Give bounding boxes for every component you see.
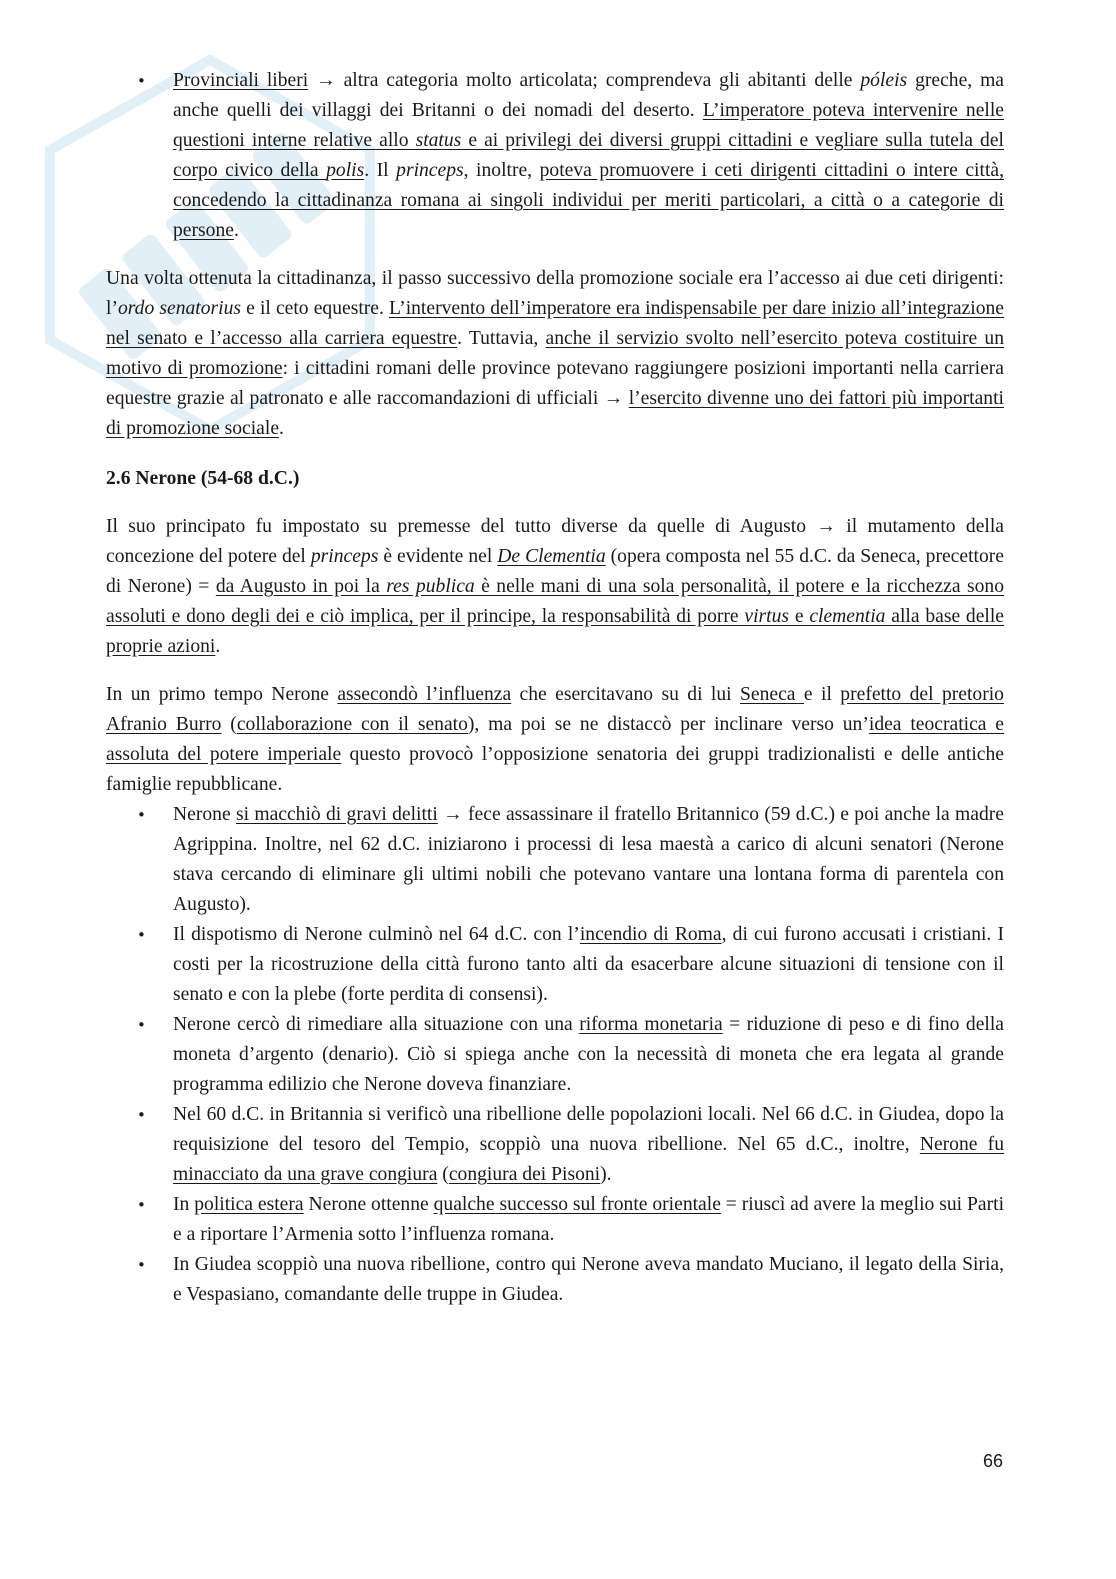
page-number: 66 — [982, 1451, 1003, 1471]
underlined-passage: riforma monetaria — [579, 1014, 723, 1035]
text-span: ( — [221, 714, 237, 735]
underlined-title — [497, 546, 605, 567]
text-span: e — [789, 606, 810, 627]
text-span: , inoltre, — [463, 160, 540, 181]
underlined-passage — [106, 576, 1004, 657]
text-span: . Il — [364, 160, 397, 181]
italic-term: princeps — [310, 546, 379, 567]
text-span: → fece assassinare il fratello Britannico (59 d.C.) e poi anche la madre Agrippina. Inoltre, nel 62 d.C. iniziarono i processi di lesa maestà a carico di alcuni senatori (Nerone stava cercando di eliminare gli ultimi nobili che potevano vantare una lontana forma di parentela con Augusto). — [173, 804, 1004, 915]
underlined-passage: L’intervento dell’imperatore era indispensabile per dare inizio all’integrazione nel senato e l’accesso alla carriera equestre — [106, 298, 1005, 349]
provinciali-list — [106, 66, 1004, 246]
list-item — [106, 1250, 1004, 1310]
text-span: ( — [437, 1164, 449, 1185]
text-span: è nelle mani di una sola personalità, il potere e la ricchezza sono assoluti e dono degli dei e ciò implica, per il principe, la responsabilità di porre — [106, 576, 1004, 627]
text-span: , di cui furono accusati i cristiani. I costi per la ricostruzione della città furono tanto alti da esacerbare alcune situazioni di tensione con il senato e con la plebe (forte perdita di consensi). — [173, 924, 1005, 1005]
list-item — [106, 1190, 1004, 1250]
list-item — [106, 800, 1004, 920]
italic-term: póleis — [860, 70, 908, 91]
paragraph-principato — [106, 512, 1004, 662]
text-span: ). — [600, 1164, 612, 1185]
text-span: In Giudea scoppiò una nuova ribellione, contro qui Nerone aveva mandato Muciano, il legato della Siria, e Vespasiano, comandante delle truppe in Giudea. — [173, 1254, 1004, 1305]
text-span: → altra categoria molto articolata; comprendeva gli abitanti delle — [308, 70, 861, 91]
text-span: e il — [803, 684, 841, 705]
text-span: questo provocò l’opposizione senatoria dei gruppi tradizionalisti e delle antiche famiglie repubblicane. — [106, 744, 1004, 795]
italic-term: princeps — [396, 160, 464, 181]
text-span: alla base delle proprie azioni — [106, 606, 1004, 657]
underlined-passage: politica estera — [194, 1194, 304, 1215]
text-span: Il suo principato fu impostato su premesse del tutto diverse da quelle di Augusto → il mutamento della concezione del potere del — [106, 516, 1004, 567]
underlined-term: Provinciali liberi — [173, 70, 309, 91]
text-span: greche, ma anche quelli dei villaggi dei Britanni o dei nomadi del deserto. — [173, 70, 1004, 121]
underlined-passage: prefetto del pretorio Afranio Burro — [106, 684, 1004, 735]
italic-term: status — [415, 130, 462, 151]
text-span: . Tuttavia, — [457, 328, 546, 349]
text-span: : i cittadini romani delle province potevano raggiungere posizioni importanti nella carriera equestre grazie al patronato e alle raccomandazioni di ufficiali → — [106, 358, 1004, 409]
paragraph-cittadinanza — [106, 264, 1004, 444]
text-span: Nerone ottenne — [303, 1194, 434, 1215]
text-span: Una volta ottenuta la cittadinanza, il passo successivo della promozione sociale era l’accesso ai due ceti dirigenti: l’ — [106, 268, 1004, 319]
section-heading: 2.6 Nerone (54-68 d.C.) — [106, 468, 300, 489]
underlined-passage: l’esercito divenne uno dei fattori più importanti di promozione sociale — [106, 388, 1004, 439]
underlined-passage: anche il servizio svolto nell’esercito poteva costituire un motivo di promozione — [106, 328, 1005, 379]
text-span: da Augusto in poi la — [215, 576, 387, 597]
underlined-passage: congiura dei Pisoni — [448, 1164, 601, 1185]
text-span: . — [215, 636, 221, 657]
list-item — [106, 1100, 1004, 1190]
nerone-events-list — [106, 800, 1004, 1310]
text-span: = riduzione di peso e di fino della moneta d’argento (denario). Ciò si spiega anche con la necessità di moneta che era legata al grande programma edilizio che Nerone doveva finanziare. — [173, 1014, 1004, 1095]
list-item — [106, 66, 1004, 246]
text-span: Nerone cercò di rimediare alla situazione con una — [173, 1014, 580, 1035]
paragraph-primo-tempo — [106, 680, 1004, 800]
italic-term: polis — [326, 160, 365, 181]
text-span: (opera composta nel 55 d.C. da Seneca, precettore di Nerone) = — [106, 546, 1004, 597]
underlined-passage: si macchiò di gravi delitti — [235, 804, 438, 825]
italic-term: res publica — [386, 576, 475, 597]
underlined-passage: collaborazione con il senato — [236, 714, 468, 735]
underlined-passage: qualche successo sul fronte orientale — [433, 1194, 721, 1215]
underlined-passage: assecondò l’influenza — [337, 684, 512, 705]
document-page — [106, 66, 1004, 1310]
italic-term: De Clementia — [497, 546, 606, 567]
text-span: In — [173, 1194, 195, 1215]
italic-term: clementia — [809, 606, 886, 627]
italic-term: ordo senatorius — [117, 298, 242, 319]
text-span: è evidente nel — [378, 546, 498, 567]
text-span: L’imperatore poteva intervenire nelle questioni interne relative allo — [173, 100, 1004, 151]
underlined-passage: idea teocratica e assoluta del potere imperiale — [106, 714, 1004, 765]
list-item — [106, 1010, 1004, 1100]
text-span: e il ceto equestre. — [241, 298, 389, 319]
underlined-passage: Nerone fu minacciato da una grave congiura — [173, 1134, 1004, 1185]
text-span: . — [279, 418, 284, 439]
underlined-passage: poteva promuovere i ceti dirigenti cittadini o intere città, concedendo la cittadinanza romana ai singoli individui per meriti particolari, a città o a categorie di persone — [173, 160, 1004, 241]
text-span: ), ma poi se ne distaccò per inclinare verso un’ — [467, 714, 869, 735]
italic-term: virtus — [744, 606, 790, 627]
text-span: . — [233, 220, 239, 241]
text-span: In un primo tempo Nerone — [106, 684, 338, 705]
text-span: Il dispotismo di Nerone culminò nel 64 d.C. con l’ — [173, 924, 580, 945]
text-span: e ai privilegi dei diversi gruppi cittadini e vegliare sulla tutela del corpo civico della — [173, 130, 1004, 181]
text-span: Nel 60 d.C. in Britannia si verificò una ribellione delle popolazioni locali. Nel 66 d.C. in Giudea, dopo la requisizione del tesoro del Tempio, scoppiò una nuova ribellione. Nel 65 d.C., inoltre, — [173, 1104, 1004, 1155]
underlined-passage: incendio di Roma — [579, 924, 722, 945]
underlined-passage: Seneca — [740, 684, 804, 705]
list-item — [106, 920, 1004, 1010]
text-span: che esercitavano su di lui — [511, 684, 741, 705]
text-span: Nerone — [173, 804, 236, 825]
text-span: = riuscì ad avere la meglio sui Parti e a riportare l’Armenia sotto l’influenza romana. — [173, 1194, 1005, 1245]
